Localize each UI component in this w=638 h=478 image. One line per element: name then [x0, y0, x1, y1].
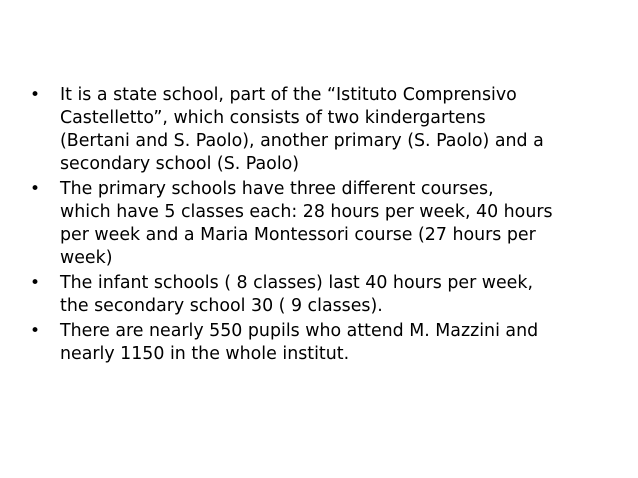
bullet-list — [30, 84, 620, 368]
bullet-text-1 — [60, 84, 620, 176]
bullet-text-3 — [60, 272, 620, 318]
bullet-line: the secondary school 30 ( 9 classes). — [60, 296, 383, 316]
bullet-line: (Bertani and S. Paolo), another primary (S. Paolo) and a — [60, 131, 544, 151]
bullet-icon: • — [30, 321, 41, 341]
bullet-item-4 — [30, 320, 620, 366]
bullet-icon: • — [30, 85, 41, 105]
bullet-line: The infant schools ( 8 classes) last 40 hours per week, — [60, 273, 533, 293]
bullet-icon: • — [30, 179, 41, 199]
bullet-line: There are nearly 550 pupils who attend M. Mazzini and — [60, 321, 539, 341]
bullet-line: It is a state school, part of the “Istituto Comprensivo — [60, 85, 517, 105]
bullet-line: secondary school (S. Paolo) — [60, 154, 300, 174]
bullet-line: The primary schools have three different courses, — [60, 179, 494, 199]
bullet-text-2 — [60, 178, 620, 270]
bullet-item-2 — [30, 178, 620, 270]
bullet-item-3 — [30, 272, 620, 318]
bullet-line: per week and a Maria Montessori course (27 hours per — [60, 225, 536, 245]
bullet-icon: • — [30, 273, 41, 293]
bullet-line: which have 5 classes each: 28 hours per week, 40 hours — [60, 202, 553, 222]
bullet-line: nearly 1150 in the whole institut. — [60, 344, 350, 364]
bullet-item-1 — [30, 84, 620, 176]
bullet-line: week) — [60, 248, 113, 268]
bullet-line: Castelletto”, which consists of two kindergartens — [60, 108, 486, 128]
bullet-text-4 — [60, 320, 620, 366]
